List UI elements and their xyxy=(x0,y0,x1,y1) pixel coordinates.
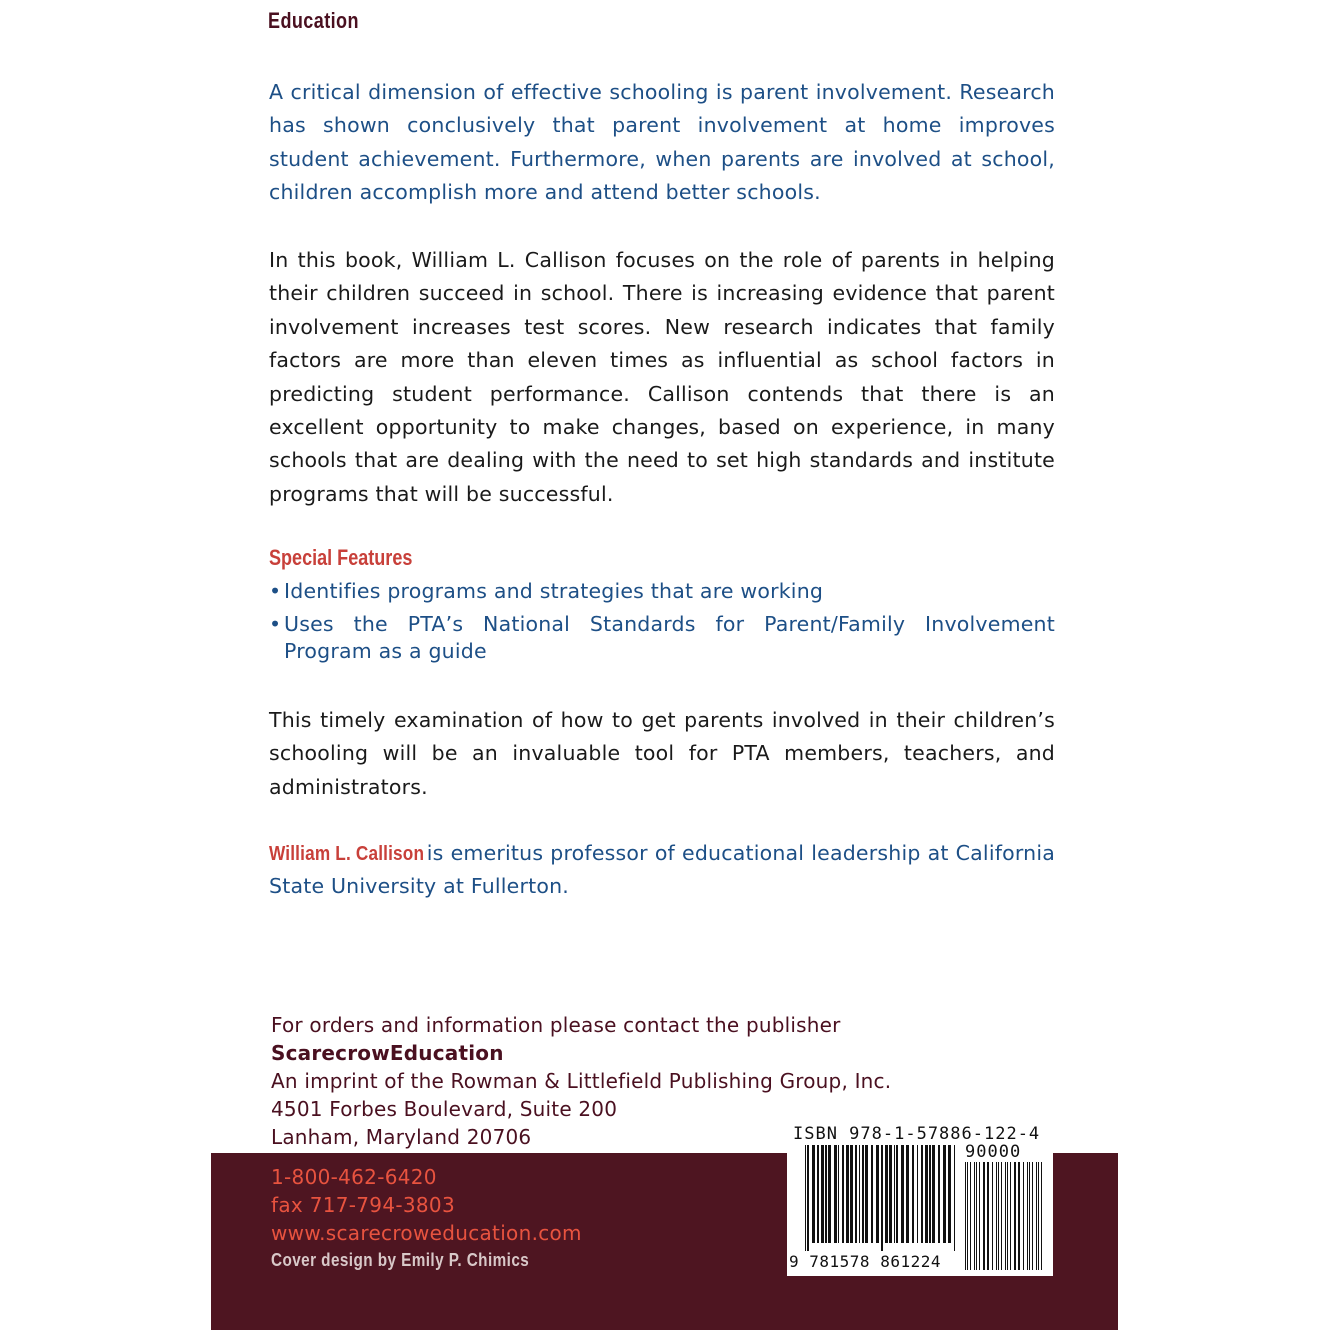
barcode-bar xyxy=(896,1145,898,1243)
barcode-bar xyxy=(998,1162,999,1270)
barcode-bar xyxy=(967,1162,968,1270)
barcode-bar xyxy=(970,1162,971,1270)
features-heading: Special Features xyxy=(269,545,413,570)
barcode-bar xyxy=(862,1145,864,1243)
barcode-bar xyxy=(885,1145,888,1243)
ean-barcode xyxy=(805,1145,957,1251)
publisher-address-line1: 4501 Forbes Boulevard, Suite 200 xyxy=(271,1097,618,1121)
barcode-bar xyxy=(1010,1162,1011,1270)
barcode-bar xyxy=(817,1145,819,1243)
barcode-bar xyxy=(901,1145,904,1243)
barcode-bar xyxy=(871,1145,873,1243)
barcode-bar xyxy=(855,1145,857,1243)
barcode-bar xyxy=(1038,1162,1039,1270)
barcode-bar xyxy=(812,1145,815,1243)
barcode-bar xyxy=(1001,1162,1002,1270)
barcode-bar xyxy=(838,1145,839,1243)
feature-text: Uses the PTA’s National Standards for Parent/Family Involvement Program as a guide xyxy=(284,612,1055,663)
barcode-bar xyxy=(925,1145,928,1243)
barcode-bar xyxy=(1023,1162,1024,1270)
feature-item xyxy=(269,611,1055,665)
barcode-bar xyxy=(974,1162,975,1270)
cover-credit: Cover design by Emily P. Chimics xyxy=(271,1250,530,1270)
contact-block xyxy=(271,1163,582,1247)
barcode-bar xyxy=(932,1145,935,1243)
barcode-bar xyxy=(889,1145,892,1243)
category-label: Education xyxy=(268,8,359,33)
barcode-bar xyxy=(992,1162,993,1270)
barcode-bar xyxy=(1027,1162,1028,1270)
barcode-bar xyxy=(987,1162,989,1270)
barcode-bar xyxy=(912,1145,914,1243)
barcode-bar xyxy=(929,1145,931,1243)
fax-number: fax 717-794-3803 xyxy=(271,1193,455,1217)
barcode-bar xyxy=(807,1145,809,1251)
barcode-bar xyxy=(850,1145,853,1243)
barcode-bar xyxy=(881,1145,883,1251)
price-addon-digits: 90000 xyxy=(965,1142,1022,1162)
barcode-bar xyxy=(805,1145,806,1251)
barcode-bar xyxy=(1007,1162,1008,1270)
barcode-bar xyxy=(1036,1162,1037,1270)
feature-item xyxy=(269,578,1055,605)
website-link[interactable]: www.scarecroweducation.com xyxy=(271,1221,582,1245)
barcode-bar xyxy=(917,1145,918,1243)
bullet-icon: • xyxy=(269,612,282,636)
publisher-name: ScarecrowEducation xyxy=(271,1041,504,1065)
features-list xyxy=(269,578,1055,671)
author-bio xyxy=(269,837,1055,904)
barcode-bar xyxy=(1041,1162,1042,1270)
barcode-bar xyxy=(1005,1162,1006,1270)
bullet-icon: • xyxy=(269,579,282,603)
barcode-bar xyxy=(906,1145,909,1243)
barcode-bar xyxy=(894,1145,895,1243)
barcode-bar xyxy=(1018,1162,1020,1270)
barcode-bar xyxy=(828,1145,831,1243)
barcode-bar xyxy=(965,1162,966,1270)
barcode-bar xyxy=(954,1145,955,1251)
isbn-label: ISBN 978-1-57886-122-4 xyxy=(793,1124,1041,1144)
barcode-bar xyxy=(865,1145,868,1243)
barcode-bar xyxy=(938,1145,940,1243)
author-bio-text: is emeritus professor of educational leadership at California State University at Fullerton. xyxy=(269,841,1055,899)
phone-number: 1-800-462-6420 xyxy=(271,1165,437,1189)
barcode-bar xyxy=(1032,1162,1033,1270)
barcode-bar xyxy=(834,1145,837,1243)
publisher-imprint: An imprint of the Rowman & Littlefield Publishing Group, Inc. xyxy=(271,1069,892,1093)
barcode-bar xyxy=(825,1145,827,1243)
barcode-bar xyxy=(976,1162,977,1270)
barcode-bar xyxy=(921,1145,923,1243)
ean-digits: 9 781578 861224 xyxy=(789,1252,941,1271)
addon-barcode xyxy=(965,1162,1047,1272)
barcode-bar xyxy=(943,1145,946,1243)
feature-text: Identifies programs and strategies that are working xyxy=(284,579,824,603)
barcode-bar xyxy=(983,1162,985,1270)
barcode-bar xyxy=(846,1145,849,1243)
description-paragraph: In this book, William L. Callison focuses on the role of parents in helping their children succeed in school. There is increasing evidence that parent involvement increases test scores. New research indicates that family factors are more than eleven times as influential as school factors in predicting student performance. Callison contends that there is an excellent opportunity to make changes, based on experience, in many schools that are dealing with the need to set high standards and institute programs that will be successful. xyxy=(269,248,1055,506)
publisher-intro: For orders and information please contact the publisher xyxy=(271,1013,841,1037)
barcode-bar xyxy=(979,1162,980,1270)
barcode-bar xyxy=(876,1145,879,1243)
barcode-bar xyxy=(821,1145,824,1243)
publisher-address-line2: Lanham, Maryland 20706 xyxy=(271,1125,532,1149)
barcode-bar xyxy=(842,1145,844,1243)
barcode-bar xyxy=(996,1162,997,1270)
barcode-bar xyxy=(948,1145,951,1243)
barcode-bar xyxy=(1014,1162,1016,1270)
intro-paragraph: A critical dimension of effective schooling is parent involvement. Research has shown conclusively that parent involvement at home improves student achievement. Furthermore, when parents are involved at school, children accomplish more and attend better schools. xyxy=(269,80,1055,205)
barcode-bar xyxy=(1029,1162,1030,1270)
author-name: William L. Callison xyxy=(269,842,425,865)
barcode-bar xyxy=(859,1145,860,1243)
closing-paragraph: This timely examination of how to get parents involved in their children’s schooling will be an invaluable tool for PTA members, teachers, and administrators. xyxy=(269,708,1055,799)
